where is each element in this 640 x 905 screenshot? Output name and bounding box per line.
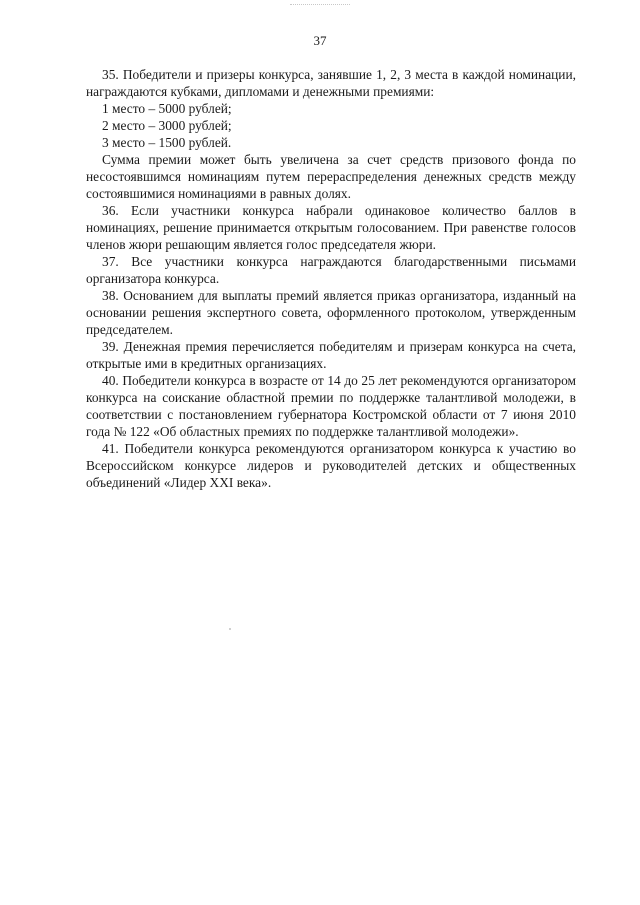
prize-second-place: 2 место – 3000 рублей;	[102, 118, 232, 133]
document-body	[86, 66, 576, 491]
paragraph-prize-increase: Сумма премии может быть увеличена за счет средств призового фонда по несостоявшимся номинациям путем перераспределения денежных средств между состоявшимися номинациями в равных долях.	[86, 152, 576, 201]
paragraph-41: 41. Победители конкурса рекомендуются организатором конкурса к участию во Всероссийском конкурсе лидеров и руководителей детских и общественных объединений «Лидер XXI века».	[86, 441, 576, 490]
prize-third-place: 3 место – 1500 рублей.	[102, 135, 232, 150]
scan-artifact-top	[290, 4, 350, 9]
paragraph-40: 40. Победители конкурса в возрасте от 14 до 25 лет рекомендуются организатором конкурса на соискание областной премии по поддержке талантливой молодежи, в соответствии с постановлением губернатора Костромской области от 7 июня 2010 года № 122 «Об областных премиях по поддержке талантливой молодежи».	[86, 373, 576, 439]
paragraph-35: 35. Победители и призеры конкурса, занявшие 1, 2, 3 места в каждой номинации, награждаются кубками, дипломами и денежными премиями:	[86, 67, 576, 99]
paragraph-39: 39. Денежная премия перечисляется победителям и призерам конкурса на счета, открытые ими в кредитных организациях.	[86, 339, 576, 371]
paragraph-38: 38. Основанием для выплаты премий является приказ организатора, изданный на основании решения экспертного совета, оформленного протоколом, утвержденным председателем.	[86, 288, 576, 337]
page-number: 37	[313, 33, 327, 48]
paragraph-37: 37. Все участники конкурса награждаются благодарственными письмами организатора конкурса.	[86, 254, 576, 286]
paragraph-36: 36. Если участники конкурса набрали одинаковое количество баллов в номинациях, решение принимается открытым голосованием. При равенстве голосов членов жюри решающим является голос председателя жюри.	[86, 203, 576, 252]
prize-first-place: 1 место – 5000 рублей;	[102, 101, 232, 116]
scan-artifact-dot	[229, 628, 231, 630]
